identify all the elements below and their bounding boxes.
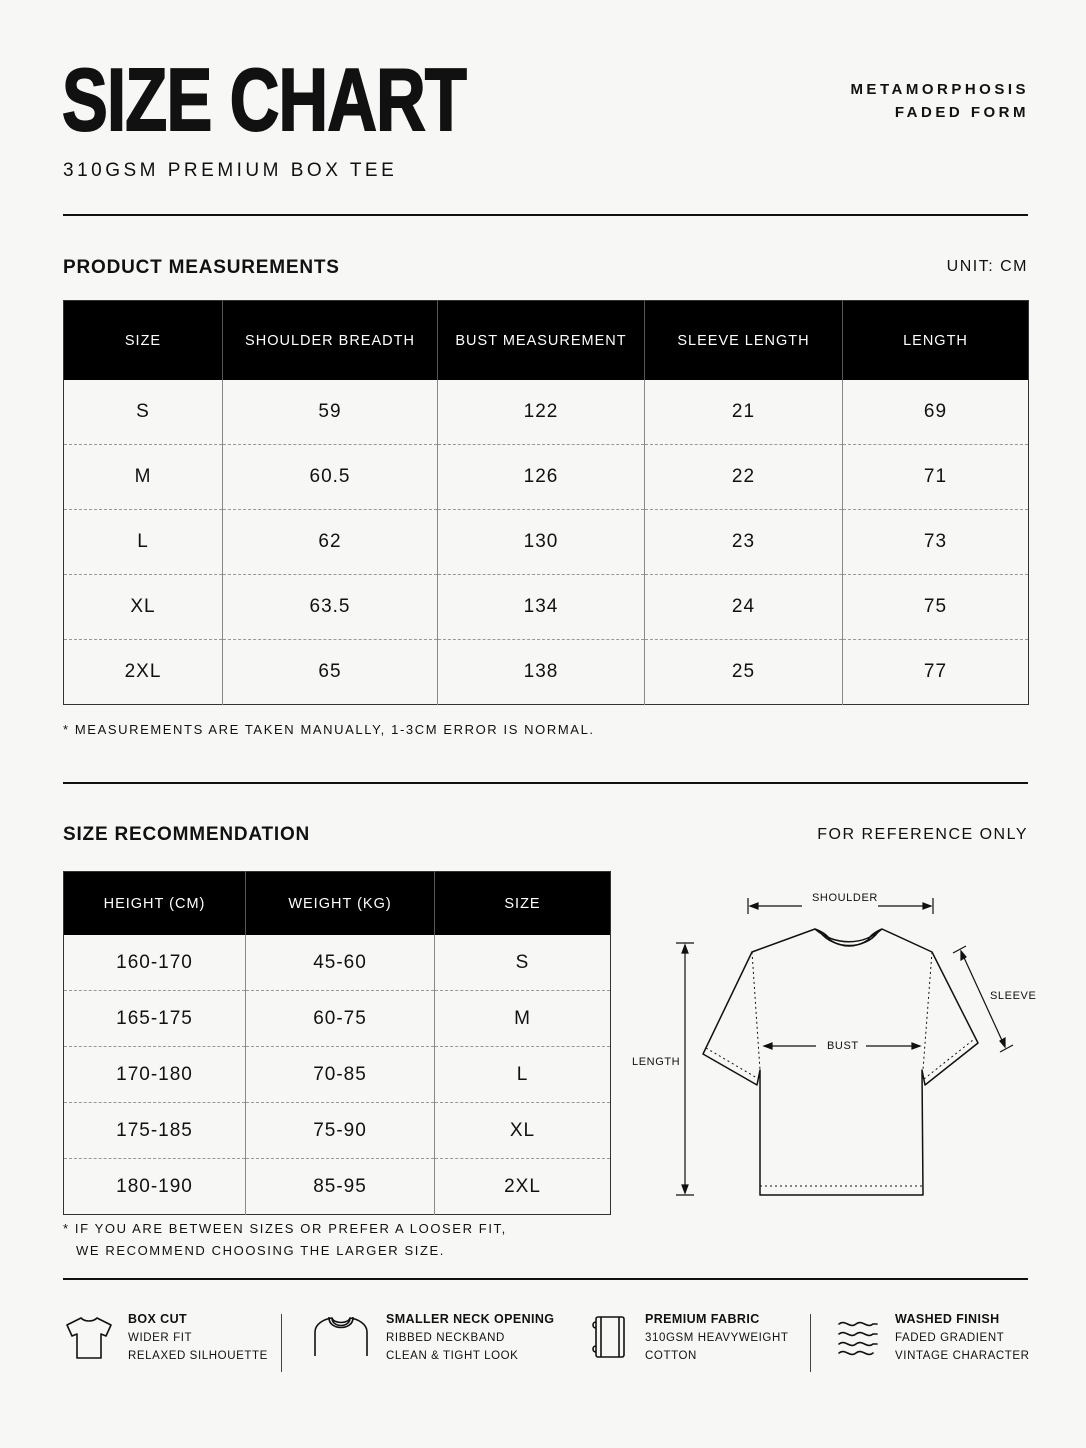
table-cell: S — [435, 935, 611, 991]
bust-label: BUST — [827, 1040, 859, 1052]
table-cell: 59 — [223, 380, 438, 445]
table-row — [64, 575, 1029, 640]
table-cell: 23 — [645, 510, 843, 575]
table-row — [64, 1047, 611, 1103]
reference-note: FOR REFERENCE ONLY — [817, 826, 1028, 843]
neckband-icon — [312, 1314, 370, 1358]
feature-line: CLEAN & TIGHT LOOK — [386, 1350, 519, 1362]
table-cell: 60.5 — [223, 445, 438, 510]
feature-title: SMALLER NECK OPENING — [386, 1312, 555, 1326]
table-cell: XL — [435, 1103, 611, 1159]
unit-label: UNIT: CM — [946, 258, 1028, 275]
table-row — [64, 1103, 611, 1159]
collection-name: FADED FORM — [894, 104, 1029, 121]
feature-premium-fabric — [645, 1312, 789, 1374]
table-cell: XL — [64, 575, 223, 640]
recommendation-note — [63, 1218, 507, 1262]
table-cell: M — [435, 991, 611, 1047]
table-cell: L — [435, 1047, 611, 1103]
divider — [63, 1278, 1028, 1280]
feature-title: WASHED FINISH — [895, 1312, 1000, 1326]
feature-line: COTTON — [645, 1350, 697, 1362]
table-cell: 122 — [438, 380, 645, 445]
table-row — [64, 935, 611, 991]
wash-icon — [836, 1318, 880, 1358]
column-header: SIZE — [435, 872, 611, 936]
brand-block — [850, 78, 1029, 124]
feature-divider — [810, 1314, 811, 1372]
table-cell: 71 — [843, 445, 1029, 510]
table-cell: 77 — [843, 640, 1029, 705]
table-cell: 45-60 — [246, 935, 435, 991]
measurement-note: * MEASUREMENTS ARE TAKEN MANUALLY, 1-3CM ERROR IS NORMAL. — [63, 722, 595, 737]
table-cell: 175-185 — [64, 1103, 246, 1159]
table-cell: 138 — [438, 640, 645, 705]
table-row — [64, 510, 1029, 575]
table-cell: 160-170 — [116, 951, 193, 973]
table-cell: 70-85 — [246, 1047, 435, 1103]
table-row — [64, 1159, 611, 1215]
table-cell: 22 — [645, 445, 843, 510]
table-cell: 69 — [843, 380, 1029, 445]
table-cell: 65 — [223, 640, 438, 705]
table-cell: S — [136, 401, 150, 422]
column-header: SIZE — [64, 301, 223, 381]
table-cell: M — [64, 445, 223, 510]
feature-box-cut — [128, 1312, 268, 1374]
table-row — [64, 640, 1029, 705]
tshirt-outline — [703, 929, 978, 1195]
feature-title: BOX CUT — [128, 1312, 188, 1326]
table-cell: 62 — [223, 510, 438, 575]
table-header-row — [64, 872, 611, 936]
table-cell: 126 — [438, 445, 645, 510]
column-header: SLEEVE LENGTH — [645, 301, 843, 381]
table-row — [64, 445, 1029, 510]
column-header: BUST MEASUREMENT — [438, 301, 645, 381]
note-line: WE RECOMMEND CHOOSING THE LARGER SIZE. — [76, 1243, 445, 1258]
feature-line: 310GSM HEAVYWEIGHT — [645, 1332, 789, 1344]
table-row — [64, 991, 611, 1047]
table-cell: 180-190 — [64, 1159, 246, 1215]
table-row — [64, 380, 1029, 445]
table-cell: 63.5 — [223, 575, 438, 640]
table-cell: 60-75 — [246, 991, 435, 1047]
table-cell: 130 — [438, 510, 645, 575]
table-cell: 75 — [843, 575, 1029, 640]
shoulder-label: SHOULDER — [812, 892, 878, 904]
page-title: SIZE CHART — [62, 50, 467, 149]
feature-line: WIDER FIT — [128, 1332, 193, 1344]
recommendation-table — [63, 871, 611, 1215]
feature-neck-opening — [386, 1312, 554, 1374]
feature-divider — [281, 1314, 282, 1372]
feature-line: VINTAGE CHARACTER — [895, 1350, 1030, 1362]
feature-line: FADED GRADIENT — [895, 1332, 1005, 1344]
table-cell: 2XL — [435, 1159, 611, 1215]
product-subtitle: 310GSM PREMIUM BOX TEE — [63, 160, 398, 181]
length-label: LENGTH — [632, 1056, 681, 1068]
recommendation-title: SIZE RECOMMENDATION — [63, 824, 311, 845]
table-cell: 21 — [645, 380, 843, 445]
tshirt-icon — [64, 1316, 114, 1360]
table-cell: 134 — [438, 575, 645, 640]
table-cell: 2XL — [64, 640, 223, 705]
measurements-table — [63, 300, 1029, 705]
feature-line: RELAXED SILHOUETTE — [128, 1350, 268, 1362]
table-cell: 25 — [645, 640, 843, 705]
table-cell: 85-95 — [246, 1159, 435, 1215]
table-cell: 165-175 — [64, 991, 246, 1047]
column-header: SHOULDER BREADTH — [223, 301, 438, 381]
column-header: WEIGHT (KG) — [246, 872, 435, 936]
measurements-title: PRODUCT MEASUREMENTS — [63, 257, 340, 278]
table-cell: 73 — [843, 510, 1029, 575]
feature-line: RIBBED NECKBAND — [386, 1332, 505, 1344]
table-cell: 170-180 — [64, 1047, 246, 1103]
column-header: LENGTH — [843, 301, 1029, 381]
sleeve-label: SLEEVE — [990, 990, 1037, 1002]
table-cell: 24 — [645, 575, 843, 640]
feature-washed-finish — [895, 1312, 1030, 1374]
table-cell: L — [64, 510, 223, 575]
feature-title: PREMIUM FABRIC — [645, 1312, 760, 1326]
divider — [63, 214, 1028, 216]
divider — [63, 782, 1028, 784]
table-header-row — [64, 301, 1029, 381]
fabric-icon — [590, 1314, 630, 1360]
table-cell: 75-90 — [246, 1103, 435, 1159]
note-line: * IF YOU ARE BETWEEN SIZES OR PREFER A LOOSER FIT, — [63, 1221, 507, 1236]
column-header: HEIGHT (CM) — [64, 872, 246, 936]
brand-name: METAMORPHOSIS — [850, 81, 1029, 98]
